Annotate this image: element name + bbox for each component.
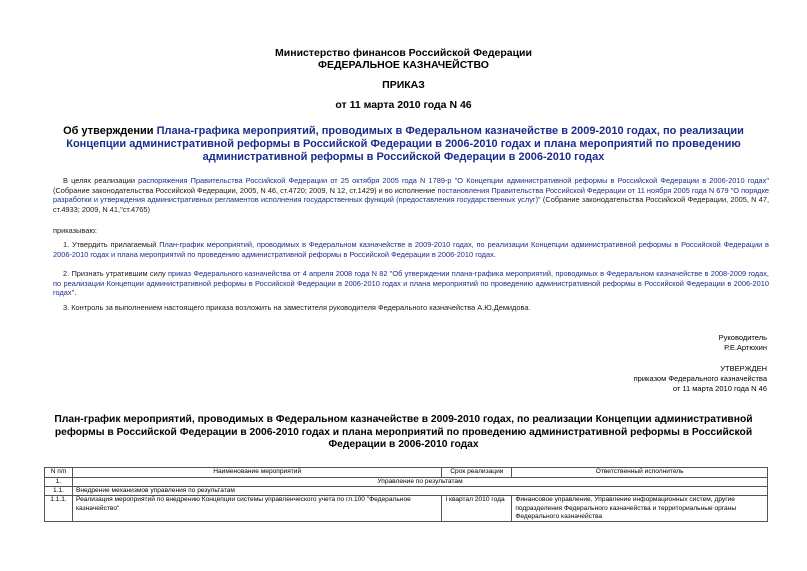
subsection-title: Внедрение механизмов управления по результатам <box>72 487 767 496</box>
doc-type: ПРИКАЗ <box>382 79 425 91</box>
section-num: 1. <box>45 478 73 487</box>
col-header-responsible: Ответственный исполнитель <box>512 468 768 478</box>
preamble-text-2: (Собрание законодательства Российской Федерации, 2005, N 46, ст.4720; 2009, N 12, ст.1429) и во исполнение <box>53 185 438 195</box>
order-word: приказываю: <box>53 226 97 235</box>
signature-name: Р.Е.Артюхин <box>724 343 767 352</box>
item3-text: 3. Контроль за выполнением настоящего приказа возложить на заместителя руководителя Федерального казначейства А.Ю.Демидова. <box>63 303 531 312</box>
row-name: Реализация мероприятий по внедрению Концепции системы управленческого учета по гл.100 "Федеральное казначейство" <box>72 496 441 522</box>
order-item-2 <box>53 269 769 298</box>
item2-text: 2. Признать утратившим силу <box>63 269 169 278</box>
row-term: I квартал 2010 года <box>442 496 512 522</box>
preamble-link-resolution[interactable]: постановления Правительства Российской Федерации от 11 ноября 2005 года N 679 "О порядке разработки и утверждения административных регламентов исполнения государственных функций (предоставления государственных услуг)" <box>53 185 769 205</box>
table-header-row <box>45 468 768 478</box>
order-title-prefix: Об утверждении <box>63 125 157 137</box>
preamble-text-3: (Собрание законодательства Российской Федерации, 2005, N 47, ст.4933; 2009, N 41,"ст.4765) <box>53 195 769 214</box>
preamble-link-decree[interactable]: распоряжения Правительства Российской Федерации от 25 октября 2005 года N 1789-р "О Концепции административной реформы в Российской Федерации в 2006-2010 годах" <box>138 176 769 185</box>
item1-text: 1. Утвердить прилагаемый <box>63 240 160 249</box>
row-num: 1.1.1. <box>45 496 73 522</box>
order-item-3 <box>53 303 769 313</box>
col-header-name: Наименование мероприятий <box>72 468 441 478</box>
doc-date: от 11 марта 2010 года N 46 <box>335 99 472 111</box>
col-header-term: Срок реализации <box>442 468 512 478</box>
preamble-text-1: В целях реализации <box>63 176 139 185</box>
item1-plan-link[interactable]: План-график мероприятий, проводимых в Федеральном казначействе в 2009-2010 годах, по реализации Концепции административной реформы в Российской Федерации в 2006-2010 годах и плана мероприятий по проведению административной реформы в Российской Федерации в 2006-2010 годах <box>53 240 769 259</box>
table-row <box>45 496 768 522</box>
order-item-1 <box>53 240 769 259</box>
approval-line-1: УТВЕРЖДЕН <box>720 364 767 373</box>
approval-line-2: приказом Федерального казначейства <box>633 374 767 383</box>
ministry-name: Министерство финансов Российской Федерации <box>275 47 532 59</box>
item1-end: . <box>493 249 496 259</box>
order-title-link[interactable]: Плана-графика мероприятий, проводимых в Федеральном казначействе в 2009-2010 годах, по реализации Концепции административной реформы в Российской Федерации в 2006-2010 годах и плана мероприятий по проведению административной реформы в Российской Федерации в 2006-2010 годах <box>66 125 744 163</box>
agency-name: ФЕДЕРАЛЬНОЕ КАЗНАЧЕЙСТВО <box>318 59 489 71</box>
approval-line-3: от 11 марта 2010 года N 46 <box>672 384 767 393</box>
plan-title: План-график мероприятий, проводимых в Федеральном казначействе в 2009-2010 годах, по реализации Концепции административной реформы в Российской Федерации в 2006-2010 годах и плана мероприятий по проведению административной реформы в Российской Федерации в 2006-2010 годах <box>54 414 753 450</box>
signature-role: Руководитель <box>718 333 767 342</box>
preamble <box>53 176 769 214</box>
col-header-num: N п/п <box>45 468 73 478</box>
item2-end: . <box>74 288 77 298</box>
section-title: Управление по результатам <box>72 478 767 487</box>
order-title <box>40 125 767 164</box>
subsection-num: 1.1. <box>45 487 73 496</box>
item2-order-link[interactable]: приказ Федерального казначейства от 4 апреля 2008 года N 82 "Об утверждении плана-графика мероприятий, проводимых в Федеральном казначействе в 2008-2009 годах, по реализации Концепции административной реформы в Российской Федерации в 2006-2010 годах и плана мероприятий по проведению административной реформы в Российской Федерации в 2006-2010 годах" <box>53 269 769 298</box>
table-section-row <box>45 478 768 487</box>
plan-table <box>44 467 768 522</box>
table-subsection-row <box>45 487 768 496</box>
row-responsible: Финансовое управление, Управление информационных систем, другие подразделения Федерального казначейства и территориальные органы Федерального казначейства <box>512 496 768 522</box>
